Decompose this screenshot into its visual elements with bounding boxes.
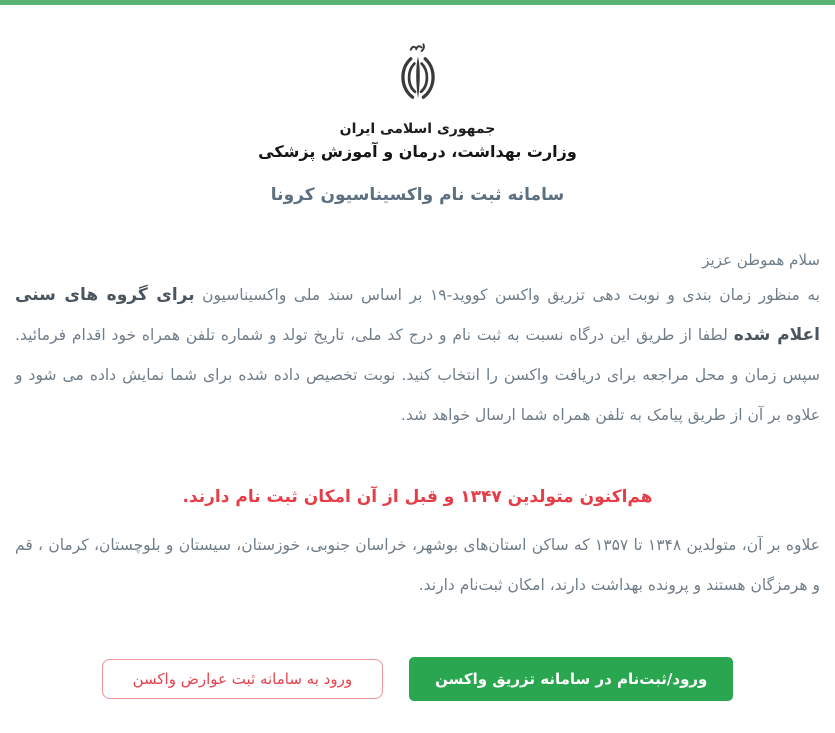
intro-paragraph bbox=[15, 275, 820, 435]
action-buttons bbox=[15, 657, 820, 701]
ministry-name: وزارت بهداشت، درمان و آموزش پزشکی bbox=[258, 142, 577, 161]
page-title: سامانه ثبت نام واکسیناسیون کرونا bbox=[270, 185, 565, 205]
iran-national-emblem-icon bbox=[0, 41, 835, 119]
intro-text-start: به منظور زمان بندی و نوبت دهی تزریق واکسن کووید-۱۹ بر اساس سند ملی واکسیناسیون bbox=[202, 286, 821, 304]
country-name: جمهوری اسلامی ایران bbox=[339, 121, 496, 137]
intro-text-age-groups: برای گروه های سنی اعلام شده bbox=[15, 285, 820, 345]
side-effects-button[interactable]: ورود به سامانه ثبت عوارض واکسن bbox=[102, 659, 383, 699]
greeting-text: سلام هموطن عزیز bbox=[702, 251, 820, 269]
register-button[interactable]: ورود/ثبت‌نام در سامانه تزریق واکسن bbox=[409, 657, 733, 701]
eligibility-detail: علاوه بر آن، متولدین ۱۳۴۸ تا ۱۳۵۷ که ساکن استان‌های بوشهر، خراسان جنوبی، خوزستان، سیستان و بلوچستان، کرمان ، قم و هرمزگان هستند و پرونده بهداشت دارند، امکان ثبت‌نام دارند. bbox=[15, 536, 820, 594]
eligibility-highlight: هم‌اکنون متولدین ۱۳۴۷ و قبل از آن امکان ثبت نام دارند. bbox=[182, 487, 653, 507]
intro-text-rest: لطفا از طریق این درگاه نسبت به ثبت نام و درج کد ملی، تاریخ تولد و شماره تلفن همراه خود اقدام فرمائید. سپس زمان و محل مراجعه برای دریافت واکسن را انتخاب کنید. نوبت تخصیص داده شده برای شما نمایش داده می شود و علاوه بر آن از طریق پیامک به تلفن همراه شما ارسال خواهد شد. bbox=[15, 326, 820, 424]
main-content bbox=[0, 251, 835, 701]
header bbox=[0, 5, 835, 205]
